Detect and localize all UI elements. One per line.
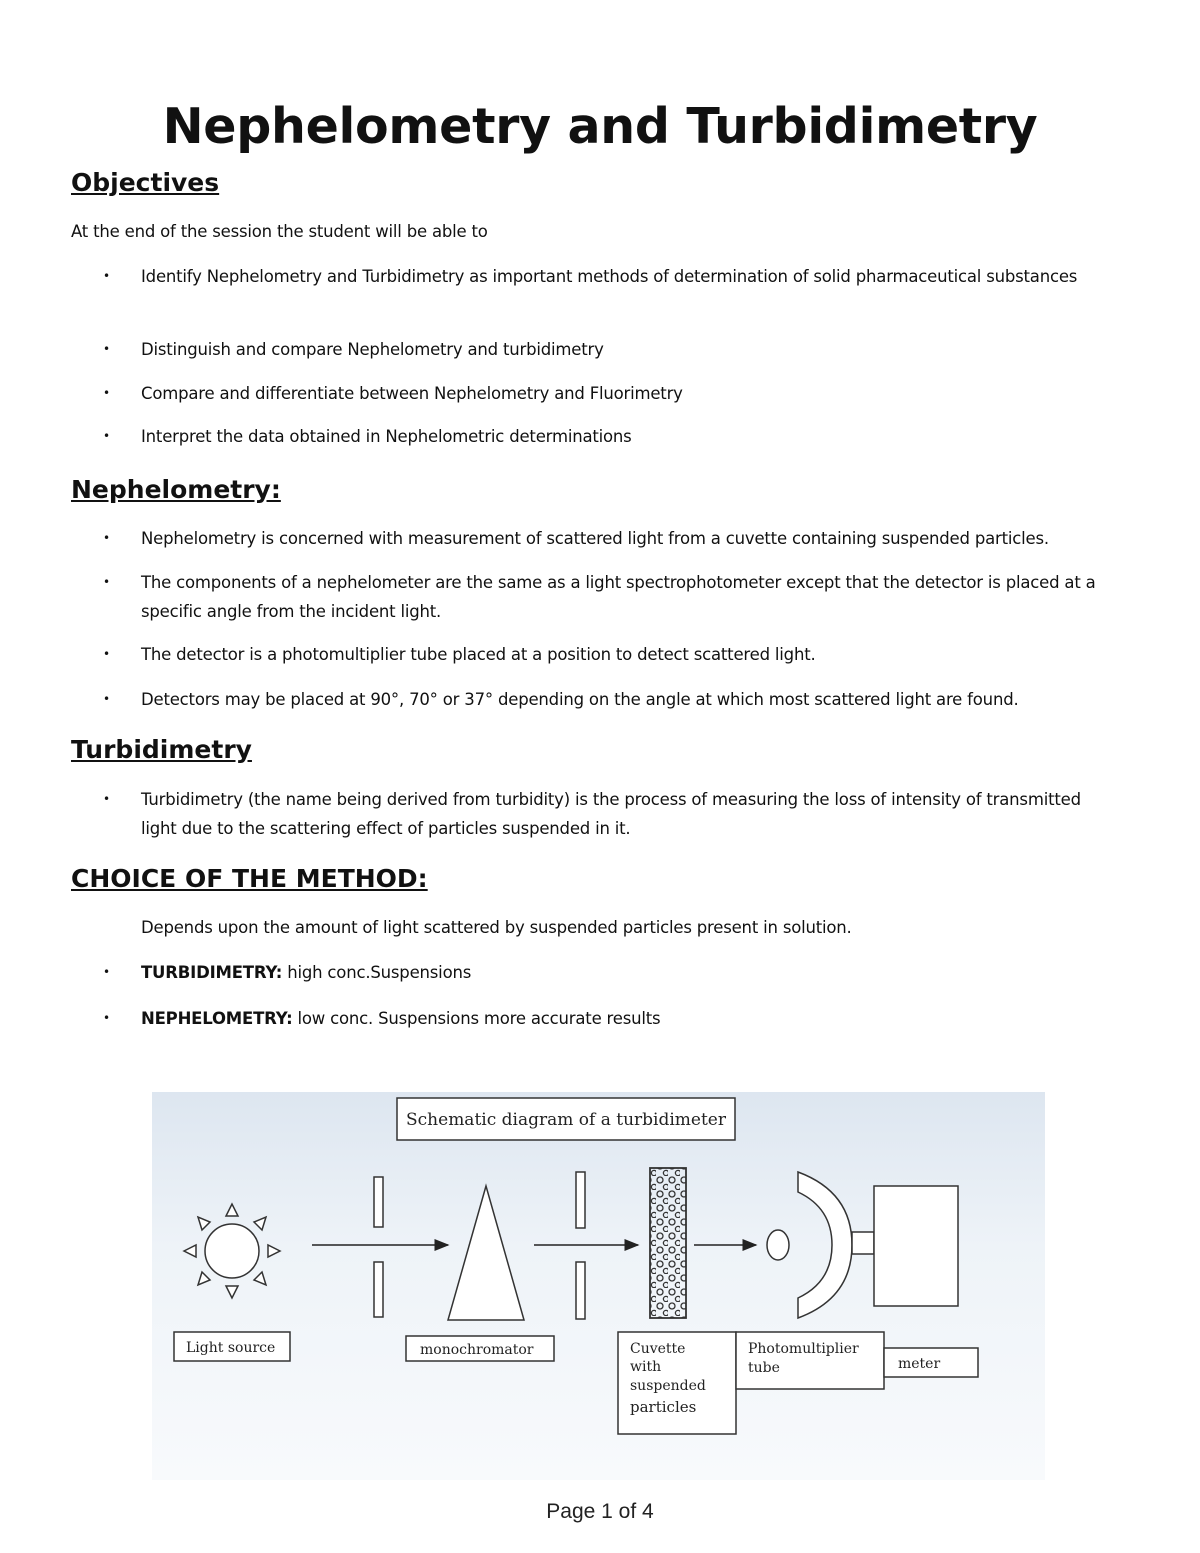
label-cuvette: suspended [630,1378,706,1394]
page-number: Page 1 of 4 [546,1500,654,1523]
list-item-text: The detector is a photomultiplier tube placed at a position to detect scattered light. [141,645,816,664]
bullet-icon: • [103,386,110,400]
list-item [103,1004,1113,1033]
label-light-source: Light source [186,1340,276,1356]
bullet-icon: • [103,575,110,589]
list-item [103,958,1113,987]
diagram-title: Schematic diagram of a turbidimeter [406,1110,726,1130]
slit-upper [374,1177,383,1227]
bullet-icon: • [103,342,110,356]
bullet-icon: • [103,269,110,283]
slit-lower [374,1262,383,1317]
label-photomultiplier: Photomultiplier [748,1341,859,1357]
label-cuvette: particles [630,1398,697,1416]
list-item-text: Interpret the data obtained in Nephelometric determinations [141,427,632,446]
list-item [103,785,1113,843]
list-item [103,422,1113,451]
choice-text: high conc.Suspensions [282,963,472,982]
sun-icon [184,1204,280,1298]
bullet-icon: • [103,429,110,443]
meter-icon [874,1186,958,1306]
list-item-text: Turbidimetry (the name being derived from turbidity) is the process of measuring the loss of intensity of transmitted light due to the scattering effect of particles suspended in it. [141,790,1081,838]
connector [852,1232,874,1254]
list-item-text: Identify Nephelometry and Turbidimetry as important methods of determination of solid pharmaceutical substances [141,267,1078,286]
keyword-turbidimetry: TURBIDIMETRY: [141,963,283,982]
choice-heading: CHOICE OF THE METHOD: [71,864,428,893]
label-cuvette: Cuvette [630,1341,686,1357]
slit-lower [576,1262,585,1319]
choice-intro: Depends upon the amount of light scattered by suspended particles present in solution. [141,918,852,937]
label-cuvette: with [630,1359,662,1375]
list-item [103,640,1113,669]
lens-icon [767,1230,789,1260]
bullet-icon: • [103,965,110,979]
label-meter: meter [898,1356,941,1372]
list-item-text: The components of a nephelometer are the same as a light spectrophotometer except that the detector is placed at a specific angle from the incident light. [141,573,1096,621]
list-item-text: Detectors may be placed at 90°, 70° or 37° depending on the angle at which most scattered light are found. [141,690,1019,709]
objectives-intro: At the end of the session the student will be able to [71,222,488,241]
bullet-icon: • [103,792,110,806]
objectives-heading: Objectives [71,168,220,197]
choice-text: low conc. Suspensions more accurate results [292,1009,661,1028]
label-photomultiplier: tube [748,1360,780,1376]
list-item-text: Compare and differentiate between Nephelometry and Fluorimetry [141,384,683,403]
bullet-icon: • [103,531,110,545]
bullet-icon: • [103,692,110,706]
nephelometry-heading: Nephelometry: [71,475,281,504]
turbidimetry-heading: Turbidimetry [71,735,252,764]
page-title: Nephelometry and Turbidimetry [162,98,1038,155]
label-monochromator: monochromator [420,1342,534,1358]
list-item [103,568,1113,626]
list-item [103,262,1113,291]
list-item-text: Nephelometry is concerned with measurement of scattered light from a cuvette containing suspended particles. [141,529,1049,548]
bullet-icon: • [103,647,110,661]
list-item-text: Distinguish and compare Nephelometry and turbidimetry [141,340,604,359]
list-item [103,379,1113,408]
list-item [103,335,1113,364]
list-item [103,524,1113,553]
cuvette-icon [650,1168,686,1318]
keyword-nephelometry: NEPHELOMETRY: [141,1009,293,1028]
photomultiplier-icon [798,1172,852,1318]
diagram-svg [152,1092,1045,1480]
prism-icon [448,1186,524,1320]
turbidimeter-diagram [152,1092,1045,1480]
bullet-icon: • [103,1011,110,1025]
list-item [103,685,1113,714]
slit-upper [576,1172,585,1228]
